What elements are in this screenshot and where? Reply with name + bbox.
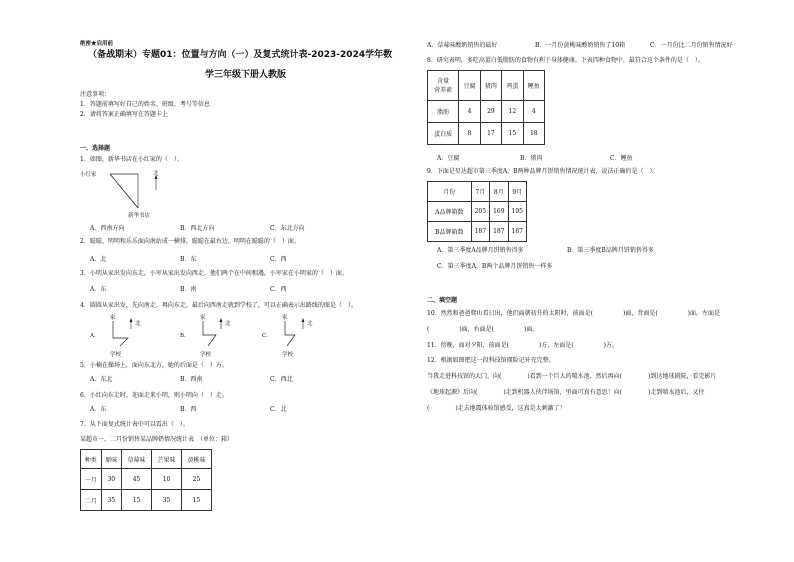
table-cell: 15 (502, 123, 523, 145)
q6-option-b: B．西 (180, 406, 197, 413)
question-8: 8．研究表明，多吃高蛋白低脂肪的食物有利于身体健康。下表四种食物中，最符合这个条件的是（ ）。 (427, 57, 704, 64)
table-cell: 169 (490, 202, 508, 222)
q12-text: )看到一个巨大的喷水池，然后再向( (527, 373, 623, 380)
q7-option-c: C．一月份比二月份销售情况好 (650, 42, 733, 49)
q4-home-label: 家 (282, 315, 288, 321)
q3-option-a: A．东 (90, 286, 107, 293)
q11-text: )方，左面是( (538, 342, 574, 349)
q4-option-b: B． (180, 333, 190, 339)
question-7: 7．从下面复式统计表中可以看出（ ）。 (80, 421, 189, 428)
table-cell: 8 (459, 123, 480, 145)
question-11 (427, 342, 618, 350)
q8-option-a: A．豆腐 (437, 155, 460, 162)
q11-text: )方。 (603, 342, 619, 349)
question-6: 6．小红向东走时，迎面走来小明，则小明向（ ）走。 (80, 392, 228, 399)
table-cell: 25 (182, 469, 212, 490)
q4-north-label: 北 (307, 321, 313, 327)
q10-text: 10．然然和爸爸爬山看日出，他们面朝初升的太阳时，前面是( (427, 310, 593, 317)
table-cell: 蛋白质 (428, 123, 459, 145)
question-4: 4．圆圆从家出发，先向南走，再向东走，最后向西南走就到学校了，可以正确表示出路线的图是（ ）。 (80, 302, 357, 309)
q1-option-c: C．东北方向 (270, 225, 305, 232)
q1-option-b: B．西北方向 (180, 225, 215, 232)
q7-table (80, 449, 212, 511)
q9-option-c: C．第三季度A、B两个品牌月饼销售一样多 (437, 263, 553, 270)
table-cell: 18 (523, 123, 544, 145)
q12-text: )到达地球剧院，看完影片 (648, 373, 717, 380)
q7-option-b: B．一月份黄桃味酸奶销售了10箱 (535, 42, 626, 49)
table-header: 含量 营养素 (428, 71, 459, 101)
q12-paragraph-line2 (427, 389, 704, 397)
q12-text: 当我走进科技馆的大门，向( (427, 373, 502, 380)
note-item: 1．答题前填写好自己的姓名、班级、考号等信息 (80, 101, 210, 108)
q10-text: )面。 (524, 326, 539, 333)
table-header: 猪肉 (480, 71, 501, 101)
q1-home-label: 小红家 (80, 172, 97, 178)
table-header: 芒果味 (152, 450, 182, 469)
q8-option-c: C．鲤鱼 (610, 155, 633, 162)
table-cell: 一月 (81, 469, 102, 490)
secret-tag: 绝密★启用前 (80, 41, 114, 47)
table-cell: 45 (122, 469, 152, 490)
table-cell: 30 (101, 469, 122, 490)
table-header: 9月 (508, 182, 526, 202)
q5-option-a: A．东北 (90, 376, 113, 383)
page-title-line1: （备战期末）专题01：位置与方向（一）及复式统计表-2023-2024学年数 (88, 50, 393, 60)
q4-school-label: 学校 (282, 352, 294, 358)
q4-route-a (98, 313, 168, 358)
table-cell: 二月 (81, 490, 102, 511)
q5-option-b: B．西南 (180, 376, 203, 383)
table-cell: 15 (122, 490, 152, 511)
q10-text: )面，左面是 (687, 310, 721, 317)
q4-route-b (188, 313, 258, 358)
q4-figures (90, 313, 320, 358)
q4-school-label: 学校 (110, 352, 122, 358)
table-cell: 35 (101, 490, 122, 511)
table-cell: 187 (490, 222, 508, 242)
notes-heading: 注意事项： (80, 91, 111, 98)
q10-text: )面，右面是( (459, 326, 495, 333)
q12-text: )走到机器人伙伴场馆，里面可真有意思！向( (503, 389, 623, 396)
table-cell: 12 (502, 101, 523, 123)
q1-north-label: 北 (153, 171, 159, 177)
table-cell: 17 (480, 123, 501, 145)
q2-option-b: B．东 (180, 256, 197, 263)
q10-text: )面，背面是( (622, 310, 658, 317)
q8-option-b: B．猪肉 (520, 155, 543, 162)
table-cell: 4 (523, 101, 544, 123)
q4-option-a: A． (90, 333, 100, 339)
table-header: 鲤鱼 (523, 71, 544, 101)
q1-store-label: 新华书店 (128, 213, 151, 219)
q4-north-label: 北 (135, 321, 141, 327)
q4-home-label: 家 (110, 315, 116, 321)
table-cell: 脂肪 (428, 101, 459, 123)
table-cell: 10 (152, 469, 182, 490)
q12-text: )走到喷水池后，又往 (648, 389, 705, 396)
table-cell: 187 (471, 222, 489, 242)
table-cell: 195 (508, 202, 526, 222)
q12-paragraph-line3 (427, 405, 566, 413)
question-9: 9．下面是星达超市第三季度A、B两种品牌月饼销售情况统计表，说法正确的是（ ）。 (427, 168, 659, 175)
table-header: 原味 (101, 450, 122, 469)
table-header: 月份 (428, 182, 472, 202)
table-cell: B品牌箱数 (428, 222, 472, 242)
q12-text: 《地球起源》后向( (427, 389, 478, 396)
table-cell: 29 (480, 101, 501, 123)
table-cell: 205 (471, 202, 489, 222)
table-cell: 15 (182, 490, 212, 511)
q6-option-c: C．北 (270, 406, 287, 413)
question-3: 3．小明从家出发向东走，小军从家出发向西走，他们两个在中间相遇，小军家在小明家的（ ）面。 (80, 270, 348, 277)
q4-option-c: C． (262, 333, 272, 339)
table-header: 草莓味 (122, 450, 152, 469)
page-title-line2: 学三年级下册人教版 (205, 70, 287, 80)
q3-option-b: B．南 (180, 286, 197, 293)
q2-option-c: C．西 (270, 256, 287, 263)
table-cell: A品牌箱数 (428, 202, 472, 222)
question-1: 1．如图，新华书店在小红家的（ ）。 (80, 156, 183, 163)
table-cell: 4 (459, 101, 480, 123)
question-2: 2．聪聪、明明和乐乐面向南站成一横排，聪聪在最右边，明明在聪聪的（ ）面。 (80, 238, 300, 245)
q1-option-a: A．西南方向 (90, 225, 125, 232)
table-header: 8月 (490, 182, 508, 202)
q5-option-c: C．西北 (270, 376, 293, 383)
table-header: 鸡蛋 (502, 71, 523, 101)
table-header: 黄桃味 (182, 450, 212, 469)
q4-home-label: 家 (200, 315, 206, 321)
question-10-line2 (427, 326, 538, 334)
q9-option-a: A．第三季度A品牌月饼销售得多 (437, 247, 524, 254)
table-header: 7月 (471, 182, 489, 202)
q1-figure (80, 168, 180, 220)
q4-north-label: 北 (225, 321, 231, 327)
q12-text: ( (427, 405, 430, 412)
section1-heading: 一、选择题 (80, 145, 111, 152)
q9-table (427, 181, 527, 242)
question-5: 5．小楠在操场上，面向东北方，她的后面是（ ）方。 (80, 362, 228, 369)
q4-school-label: 学校 (200, 352, 212, 358)
section2-heading: 二、填空题 (427, 297, 458, 304)
q2-option-a: A．北 (90, 256, 107, 263)
q11-text: 11．傍晚，面对夕阳，前面是( (427, 342, 509, 349)
q9-option-b: B．第三季度B品牌月饼销售得多 (567, 247, 654, 254)
table-cell: 187 (508, 222, 526, 242)
q4-route-c (270, 313, 330, 358)
q7-table-caption: 某超市一、二月份销售某品牌奶情况统计表 （单位：箱） (80, 436, 234, 443)
q6-option-a: A．东 (90, 406, 107, 413)
q3-option-c: C．西 (270, 286, 287, 293)
q7-option-a: A．草莓味酸奶销售的最好 (427, 42, 498, 49)
note-item: 2．请将答案正确填写在答题卡上 (80, 111, 168, 118)
q12-text: )走去地震体验馆感受，这真是太刺激了！ (455, 405, 566, 412)
table-header: 种类 (81, 450, 102, 469)
question-10-line1 (427, 310, 720, 318)
q12-paragraph-line1 (427, 373, 716, 381)
question-12: 12．根据如图把这一段科技馆探险记补充完整。 (427, 357, 555, 364)
table-header: 豆腐 (459, 71, 480, 101)
table-cell: 35 (152, 490, 182, 511)
q8-table (427, 70, 545, 145)
q10-text: ( (427, 326, 430, 333)
